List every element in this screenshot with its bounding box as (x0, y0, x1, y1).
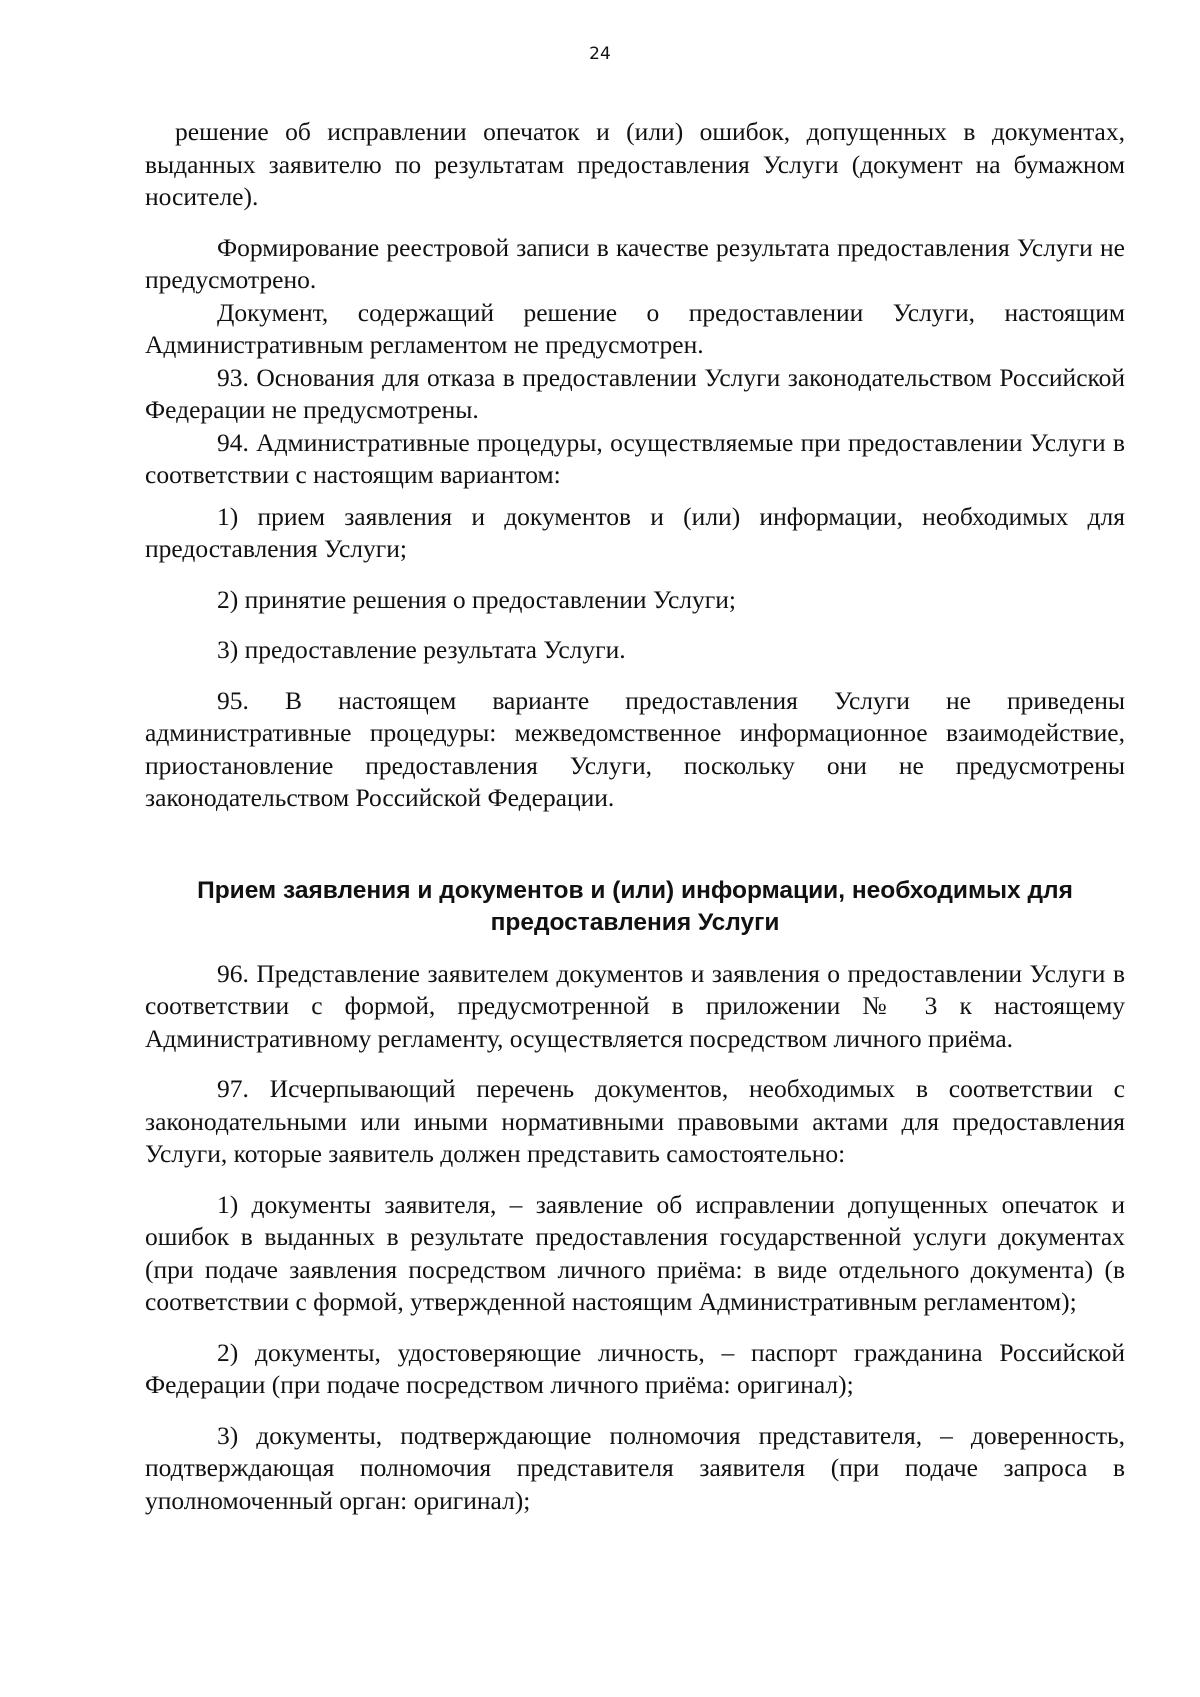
list-item-97-1: 1) документы заявителя, – заявление об исправлении допущенных опечаток и ошибок в выданных в результате предоставления государственной услуги документах (при подаче заявления посредством личного приёма: в виде отдельного документа) (в соответствии с формой, утвержденной настоящим Административным регламентом); (145, 1189, 1125, 1316)
paragraph-94: 94. Административные процедуры, осуществляемые при предоставлении Услуги в соответствии с настоящим вариантом: (145, 427, 1125, 489)
paragraph-97: 97. Исчерпывающий перечень документов, необходимых в соответствии с законодательными или иными нормативными правовыми актами для предоставления Услуги, которые заявитель должен представить самостоятельно: (145, 1074, 1125, 1168)
paragraph-93: 93. Основания для отказа в предоставлении Услуги законодательством Российской Федерации не предусмотрены. (145, 362, 1125, 424)
page-number: 24 (589, 44, 611, 64)
list-item-97-2: 2) документы, удостоверяющие личность, – паспорт гражданина Российской Федерации (при подаче посредством личного приёма: оригинал); (145, 1337, 1125, 1399)
section-heading: Прием заявления и документов и (или) информации, необходимых для предоставления Услуги (197, 876, 1073, 936)
list-item-94-1: 1) прием заявления и документов и (или) информации, необходимых для предоставления Услуги; (145, 501, 1125, 563)
list-item-94-3: 3) предоставление результата Услуги. (217, 635, 626, 664)
paragraph-decision-document: Документ, содержащий решение о предоставлении Услуги, настоящим Административным регламентом не предусмотрен. (145, 297, 1125, 359)
document-body (145, 116, 1125, 1517)
paragraph-96: 96. Представление заявителем документов и заявления о предоставлении Услуги в соответствии с формой, предусмотренной в приложении № 3 к настоящему Административному регламенту, осуществляется посредством личного приёма. (145, 958, 1125, 1053)
list-item-97-3: 3) документы, подтверждающие полномочия представителя, – доверенность, подтверждающая полномочия представителя заявителя (при подаче запроса в уполномоченный орган: оригинал); (145, 1420, 1125, 1515)
paragraph-registry-record: Формирование реестровой записи в качестве результата предоставления Услуги не предусмотрено. (145, 232, 1125, 294)
list-item-94-2: 2) принятие решения о предоставлении Услуги; (217, 584, 736, 614)
paragraph-result-decision: решение об исправлении опечаток и (или) ошибок, допущенных в документах, выданных заявителю по результатам предоставления Услуги (документ на бумажном носителе). (145, 117, 1125, 211)
paragraph-95: 95. В настоящем варианте предоставления Услуги не приведены административные процедуры: межведомственное информационное взаимодействие, приостановление предоставления Услуги, поскольку они не предусмотрены законодательством Российской Федерации. (145, 685, 1125, 812)
